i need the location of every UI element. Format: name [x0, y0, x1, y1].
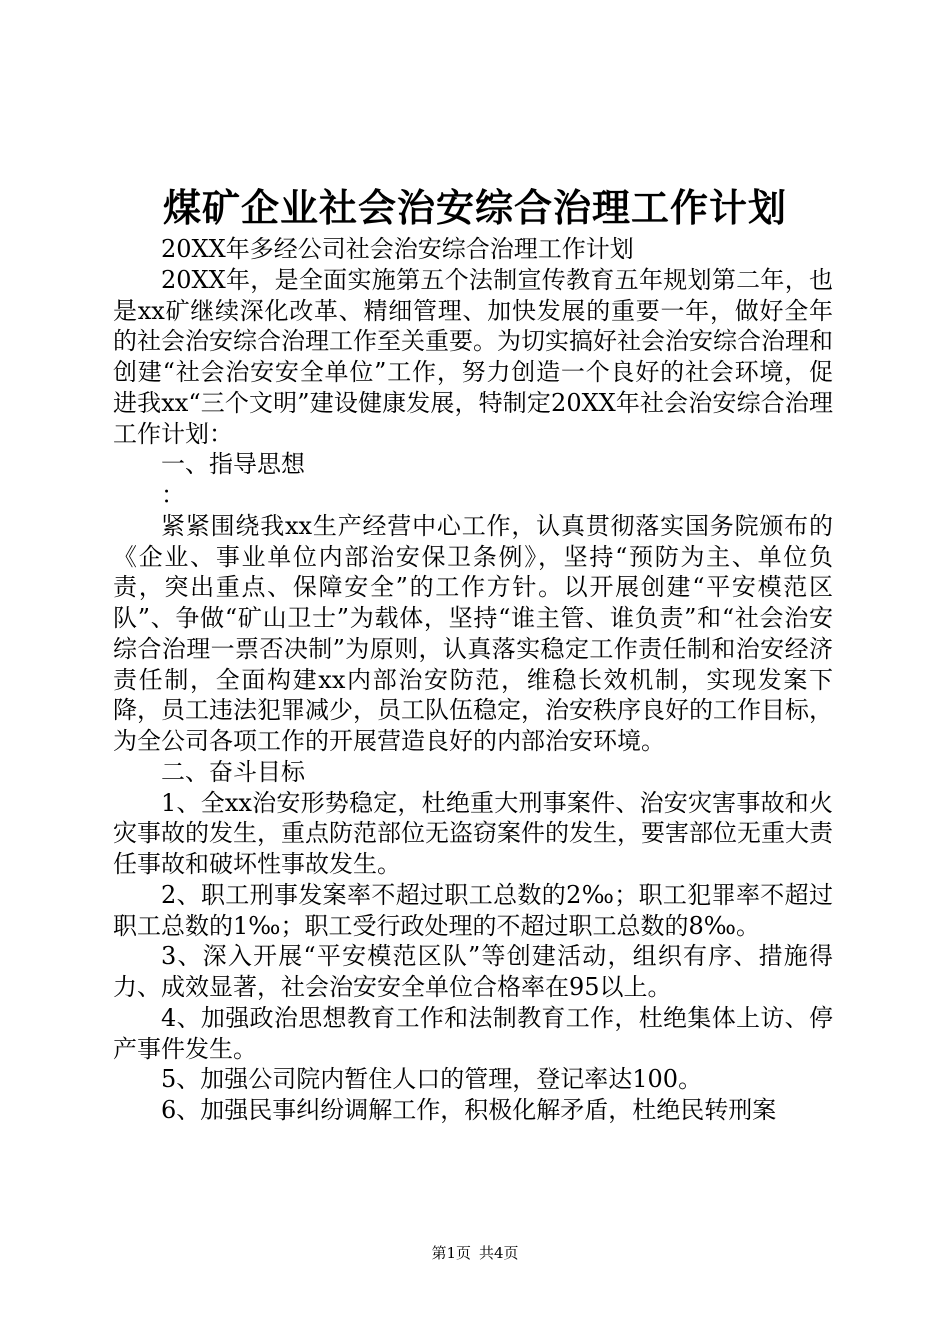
- colon-line: ：: [161, 481, 185, 509]
- goal-item-4: 4、加强政治思想教育工作和法制教育工作，杜绝集体上访、停产事件发生。: [113, 1003, 833, 1063]
- goal-item-5: 5、加强公司院内暂住人口的管理，登记率达100。: [161, 1065, 703, 1094]
- page-number: 第1页: [431, 1244, 471, 1262]
- document-body: [113, 234, 833, 1126]
- goal-item-3: 3、深入开展“平安模范区队”等创建活动，组织有序、措施得力、成效显著，社会治安安全单位合格率在95以上。: [113, 942, 833, 1001]
- section-heading-goals: 二、奋斗目标: [161, 757, 305, 786]
- page-total: 共4页: [479, 1244, 519, 1262]
- guiding-ideology-paragraph: 紧紧围绕我xx生产经营中心工作，认真贯彻落实国务院颁布的《企业、事业单位内部治安保卫条例》，坚持“预防为主、单位负责，突出重点、保障安全”的工作方针。以开展创建“平安模范区队”、争做“矿山卫士”为载体，坚持“谁主管、谁负责”和“社会治安综合治理一票否决制”为原则，认真落实稳定工作责任制和治安经济责任制，全面构建xx内部治安防范，维稳长效机制，实现发案下降，员工违法犯罪减少，员工队伍稳定，治安秩序良好的工作目标，为全公司各项工作的开展营造良好的内部治安环境。: [113, 511, 833, 755]
- goal-item-2: 2、职工刑事发案率不超过职工总数的2‰；职工犯罪率不超过职工总数的1‰；职工受行政处理的不超过职工总数的8‰。: [113, 880, 833, 940]
- section-heading-guiding-ideology: 一、指导思想: [161, 450, 305, 479]
- intro-paragraph: 20XX年，是全面实施第五个法制宣传教育五年规划第二年，也是xx矿继续深化改革、精细管理、加快发展的重要一年，做好全年的社会治安综合治理工作至关重要。为切实搞好社会治安综合治理和创建“社会治安安全单位”工作，努力创造一个良好的社会环境，促进我xx“三个文明”建设健康发展，特制定20XX年社会治安综合治理工作计划：: [113, 265, 833, 448]
- goal-item-6: 6、加强民事纠纷调解工作，积极化解矛盾，杜绝民转刑案: [161, 1096, 777, 1124]
- document-title: 煤矿企业社会治安综合治理工作计划: [162, 185, 787, 230]
- goal-item-1: 1、全xx治安形势稳定，杜绝重大刑事案件、治安灾害事故和火灾事故的发生，重点防范部位无盗窃案件的发生，要害部位无重大责任事故和破坏性事故发生。: [113, 788, 833, 878]
- subtitle-paragraph: 20XX年多经公司社会治安综合治理工作计划: [161, 235, 634, 263]
- page-footer: [0, 1243, 950, 1263]
